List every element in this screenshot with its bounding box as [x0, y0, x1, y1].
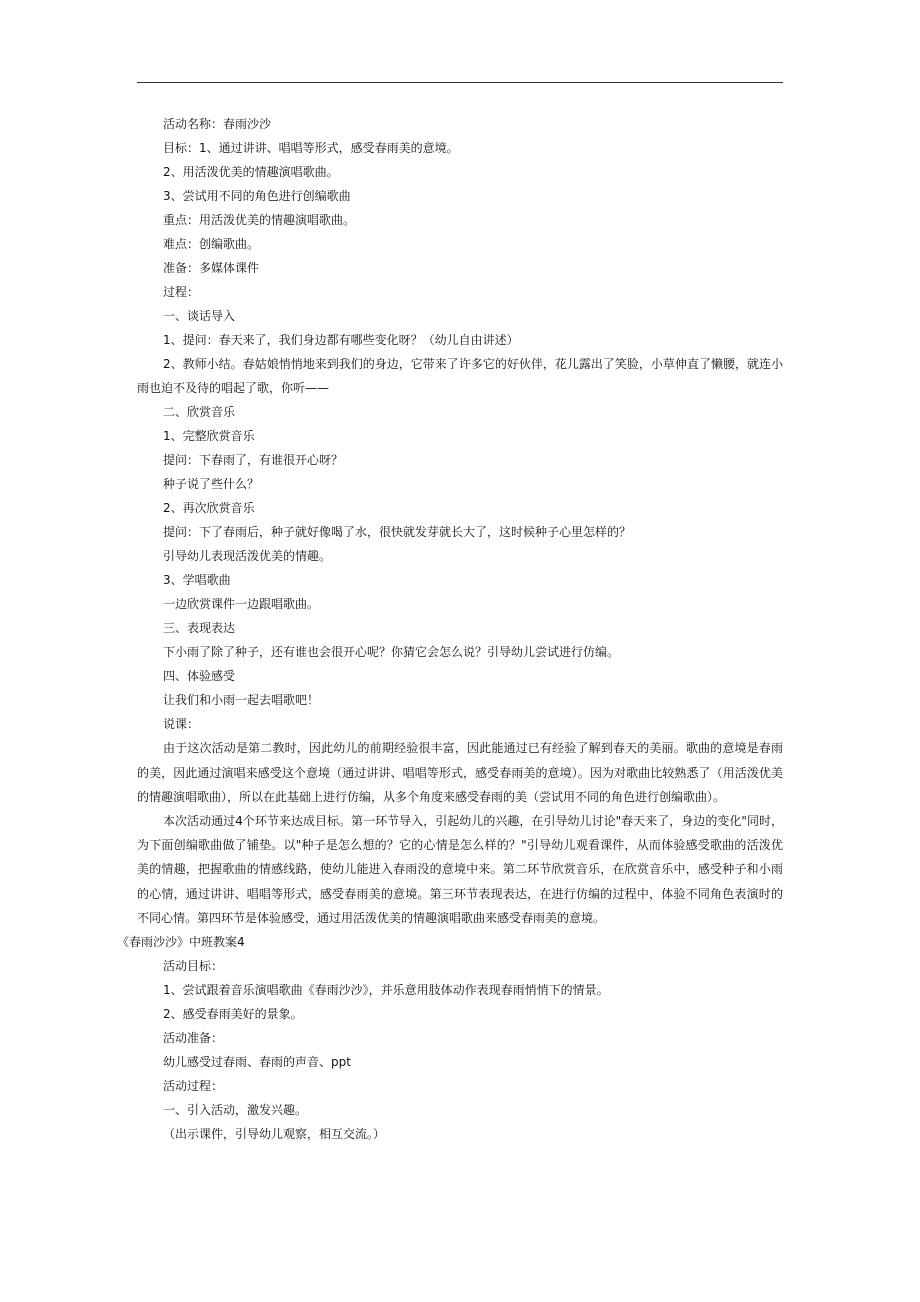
listen-full: 1、完整欣赏音乐	[163, 429, 255, 444]
shuoke-heading: 说课：	[163, 717, 200, 732]
process-heading: 过程：	[163, 285, 200, 299]
activity-goals-heading: 活动目标：	[163, 959, 224, 974]
question-seed-feeling: 提问：下了春雨后，种子就好像喝了水，很快就发芽就长大了，这时候种子心里怎样的？	[163, 525, 632, 540]
goal-1: 目标：1、通过讲讲、唱唱等形式，感受春雨美的意境。	[163, 141, 459, 155]
section-2-heading: 二、欣赏音乐	[163, 405, 236, 420]
preparation: 准备：多媒体课件	[163, 261, 260, 275]
sing-along: 一边欣赏课件一边跟唱歌曲。	[163, 597, 320, 612]
listen-again: 2、再次欣赏音乐	[163, 501, 255, 516]
activity-goal-1: 1、尝试跟着音乐演唱歌曲《春雨沙沙》，并乐意用肢体动作表现春雨悄悄下的情景。	[163, 983, 609, 998]
difficulty: 难点：创编歌曲。	[163, 237, 260, 251]
activity-prep-heading: 活动准备：	[163, 1031, 224, 1046]
shuoke-paragraph-2: 本次活动通过4个环节来达成目标。第一环节导入，引起幼儿的兴趣，在引导幼儿讨论"春天来了，身边的变化"同时，为下面创编歌曲做了铺垫。以"种子是怎么想的？它的心情是怎么样的？"引导幼儿观看课件，从而体验感受歌曲的活泼优美的情趣，把握歌曲的情感线路，使幼儿能进入春雨没的意境中来。第二环节欣赏音乐，在欣赏音乐中，感受种子和小雨的心情，通过讲讲、唱唱等形式，感受春雨美的意境。第三环节表现表达，在进行仿编的过程中，体验不同角色表演时的不同心情。第四环节是体验感受，通过用活泼优美的情趣演唱歌曲来感受春雨美的意境。	[137, 814, 783, 925]
document-body	[117, 112, 783, 1146]
goal-3: 3、尝试用不同的角色进行创编歌曲	[163, 189, 351, 203]
activity-step-1: 一、引入活动，激发兴趣。	[163, 1103, 308, 1118]
question-who-happy: 提问：下春雨了，有谁很开心呀？	[163, 453, 344, 468]
activity-process-heading: 活动过程：	[163, 1079, 224, 1094]
activity-goal-2: 2、感受春雨美好的景象。	[163, 1007, 303, 1022]
learn-song: 3、学唱歌曲	[163, 573, 231, 588]
shuoke-paragraph-1: 由于这次活动是第二教时，因此幼儿的前期经验很丰富，因此能通过已有经验了解到春天的美丽。歌曲的意境是春雨的美，因此通过演唱来感受这个意境（通过讲讲、唱唱等形式，感受春雨美的意境）。因为对歌曲比较熟悉了（用活泼优美的情趣演唱歌曲），所以在此基础上进行仿编，从多个角度来感受春雨的美（尝试用不同的角色进行创编歌曲）。	[137, 741, 783, 804]
section-4-heading: 四、体验感受	[163, 669, 236, 684]
lesson-plan-title: 《春雨沙沙》中班教案4	[117, 935, 245, 950]
header-rule	[137, 82, 783, 83]
section-3-question: 下小雨了除了种子，还有谁也会很开心呢？你猜它会怎么说？引导幼儿尝试进行仿编。	[163, 645, 620, 660]
section-1-question: 1、提问：春天来了，我们身边都有哪些变化呀？（幼儿自由讲述）	[163, 333, 519, 347]
key-point: 重点：用活泼优美的情趣演唱歌曲。	[163, 213, 356, 227]
question-seed-said: 种子说了些什么？	[163, 477, 260, 492]
section-1-heading: 一、谈话导入	[163, 309, 236, 323]
goal-2: 2、用活泼优美的情趣演唱歌曲。	[163, 165, 339, 179]
guide-expression: 引导幼儿表现活泼优美的情趣。	[163, 549, 332, 564]
activity-prep-text: 幼儿感受过春雨、春雨的声音、ppt	[163, 1055, 351, 1070]
activity-name: 活动名称：春雨沙沙	[163, 117, 272, 131]
section-3-heading: 三、表现表达	[163, 621, 236, 636]
activity-step-1-note: （出示课件，引导幼儿观察，相互交流。）	[163, 1127, 386, 1142]
teacher-summary-paragraph: 2、教师小结。春姑娘悄悄地来到我们的身边，它带来了许多它的好伙伴，花儿露出了笑脸，小草伸直了懒腰，就连小雨也迫不及待的唱起了歌，你听——	[137, 357, 783, 396]
section-4-text: 让我们和小雨一起去唱歌吧！	[163, 693, 320, 708]
